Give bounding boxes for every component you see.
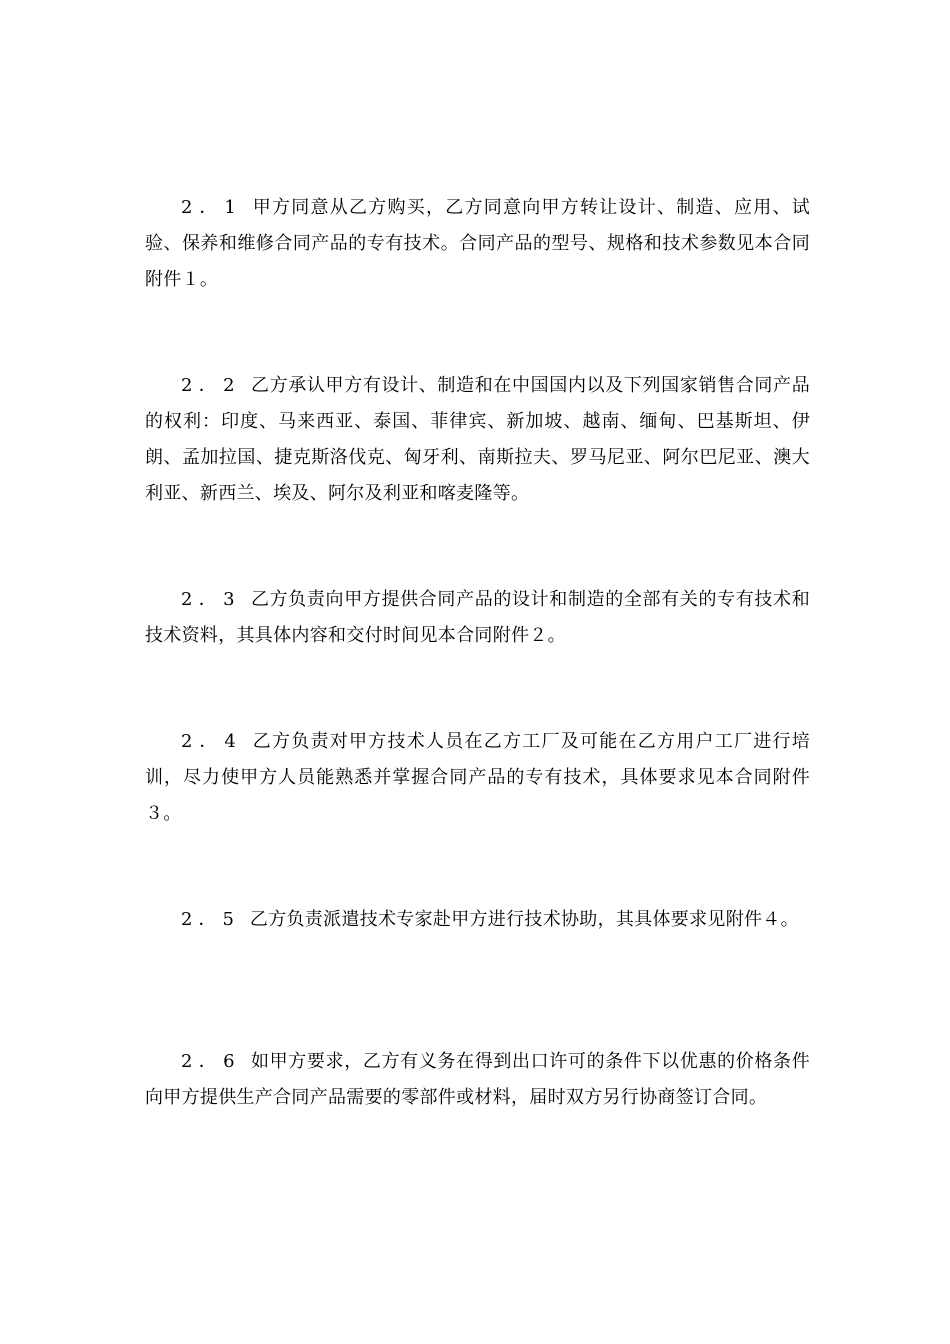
clause-2-4 xyxy=(145,724,810,832)
clause-text: 乙方负责派遣技术专家赴甲方进行技术协助，其具体要求见附件４。 xyxy=(249,909,799,930)
clause-text: 如甲方要求，乙方有义务在得到出口许可的条件下以优惠的价格条件向甲方提供生产合同产品需要的零部件或材料，届时双方另行协商签订合同。 xyxy=(145,1051,811,1108)
clause-number: 2．1 xyxy=(181,197,242,218)
clause-number: 2．3 xyxy=(181,589,241,610)
clause-text: 乙方负责对甲方技术人员在乙方工厂及可能在乙方用户工厂进行培训，尽力使甲方人员能熟悉并掌握合同产品的专有技术，具体要求见本合同附件３。 xyxy=(145,731,811,824)
clause-2-2 xyxy=(145,368,810,512)
clause-text: 甲方同意从乙方购买，乙方同意向甲方转让设计、制造、应用、试验、保养和维修合同产品的专有技术。合同产品的型号、规格和技术参数见本合同附件１。 xyxy=(145,197,811,290)
clause-text: 乙方承认甲方有设计、制造和在中国国内以及下列国家销售合同产品的权利：印度、马来西亚、泰国、菲律宾、新加坡、越南、缅甸、巴基斯坦、伊朗、孟加拉国、捷克斯洛伐克、匈牙利、南斯拉夫、罗马尼亚、阿尔巴尼亚、澳大利亚、新西兰、埃及、阿尔及利亚和喀麦隆等。 xyxy=(145,375,811,504)
clause-text: 乙方负责向甲方提供合同产品的设计和制造的全部有关的专有技术和技术资料，其具体内容和交付时间见本合同附件２。 xyxy=(145,589,811,646)
clause-2-5 xyxy=(145,902,810,938)
clause-number: 2．5 xyxy=(181,909,240,930)
clause-number: 2．4 xyxy=(181,731,242,752)
clause-2-3 xyxy=(145,582,810,654)
clause-number: 2．6 xyxy=(181,1051,241,1072)
clause-number: 2．2 xyxy=(181,375,241,396)
clause-2-1 xyxy=(145,190,810,298)
clause-2-6 xyxy=(145,1044,810,1116)
